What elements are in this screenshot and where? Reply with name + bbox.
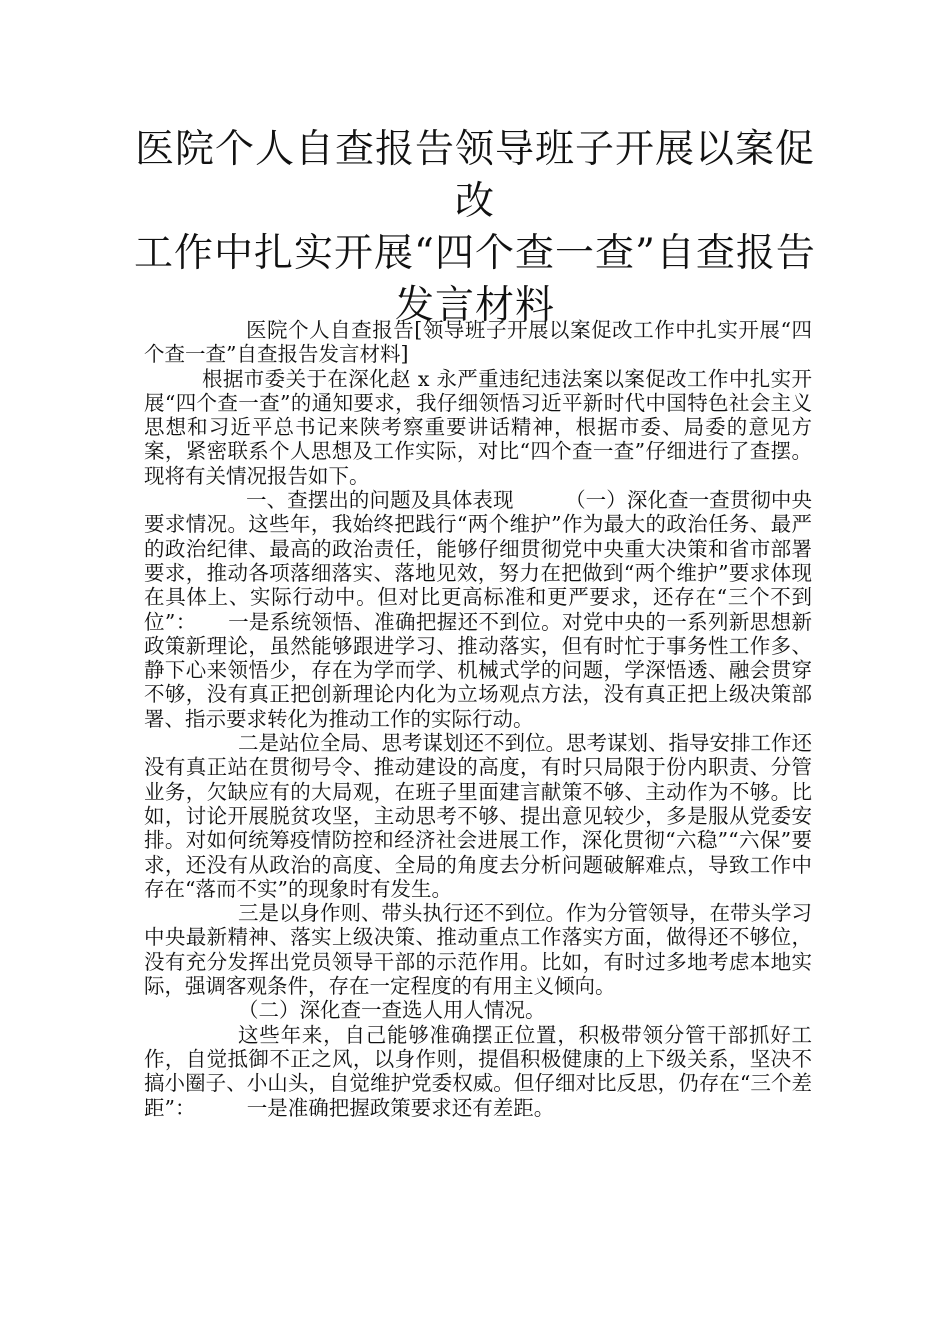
document-title	[120, 124, 830, 332]
subsection-two-heading: （二）深化查一查选人用人情况。	[238, 998, 546, 1023]
intro-heading-paragraph: 医院个人自查报告[领导班子开展以案促改工作中扎实开展“四个查一查”自查报告发言材料]	[144, 318, 812, 367]
background-paragraph: 根据市委关于在深化赵 x 永严重违纪违法案以案促改工作中扎实开展“四个查一查”的通知要求，我仔细领悟习近平新时代中国特色社会主义思想和习近平总书记来陕考察重要讲话精神，根据市委、局委的意见方案，紧密联系个人思想及工作实际，对比“四个查一查”仔细进行了查摆。现将有关情况报告如下。	[144, 366, 812, 488]
section-one-paragraph: 一、查摆出的问题及具体表现 （一）深化查一查贯彻中央要求情况。这些年，我始终把践行“两个维护”作为最大的政治任务、最严的政治纪律、最高的政治责任，能够仔细贯彻党中央重大决策和省市部署要求，推动各项落细落实、落地见效，努力在把做到“两个维护”要求体现在具体上、实际行动中。但对比更高标准和更严要求，还存在“三个不到位”： 一是系统领悟、准确把握还不到位。对党中央的一系列新思想新政策新理论，虽然能够跟进学习、推动落实，但有时忙于事务性工作多、静下心来领悟少，存在为学而学、机械式学的问题，学深悟透、融会贯穿不够，没有真正把创新理论内化为立场观点方法，没有真正把上级决策部署、指示要求转化为推动工作的实际行动。	[144, 488, 812, 731]
title-line-1: 医院个人自查报告领导班子开展以案促改	[134, 127, 815, 224]
subsection-two-paragraph: 这些年来，自己能够准确摆正位置，积极带领分管干部抓好工作，自觉抵御不正之风，以身作则，提倡积极健康的上下级关系，坚决不搞小圈子、小山头，自觉维护党委权威。但仔细对比反思，仍存在“三个差距”： 一是准确把握政策要求还有差距。	[144, 1022, 812, 1120]
title-line-3: 发言材料	[394, 283, 555, 328]
point-three-paragraph: 三是以身作则、带头执行还不到位。作为分管领导，在带头学习中央最新精神、落实上级决策、推动重点工作落实方面，做得还不够位，没有充分发挥出党员领导干部的示范作用。比如，有时过多地考虑本地实际，强调客观条件，存在一定程度的有用主义倾向。	[144, 901, 812, 999]
document-body	[144, 318, 812, 1120]
point-two-paragraph: 二是站位全局、思考谋划还不到位。思考谋划、指导安排工作还没有真正站在贯彻号令、推动建设的高度，有时只局限于份内职责、分管业务，欠缺应有的大局观，在班子里面建言献策不够、主动作为不够。比如，讨论开展脱贫攻坚，主动思考不够、提出意见较少，多是服从党委安排。对如何统筹疫情防控和经济社会进展工作，深化贯彻“六稳”“六保”要求，还没有从政治的高度、全局的角度去分析问题破解难点，导致工作中存在“落而不实”的现象时有发生。	[144, 731, 812, 901]
title-line-2: 工作中扎实开展“四个查一查”自查报告	[134, 231, 816, 276]
